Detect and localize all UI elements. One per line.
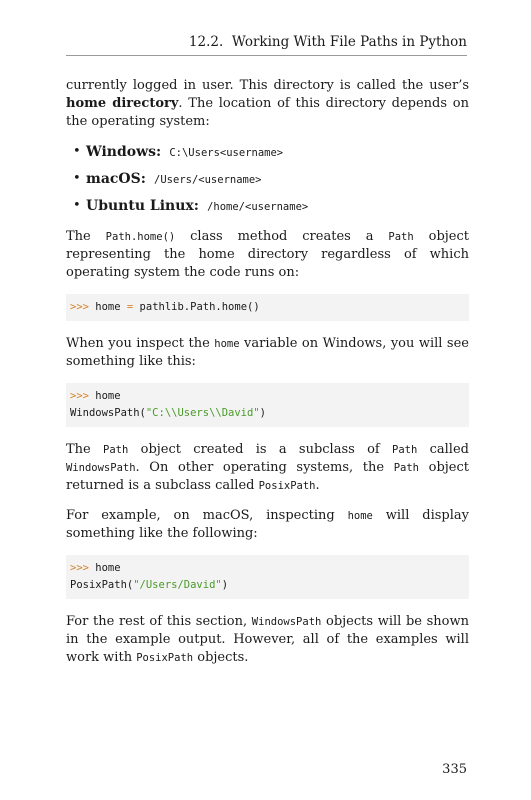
list-item: • macOS: /Users/<username> (66, 170, 469, 189)
paragraph-home-directory: currently logged in user. This directory is called the user’s home directory. The location of this directory depends on the operating system: (66, 78, 469, 129)
code-block-windows-output: >>> home WindowsPath("C:\\Users\\David") (66, 383, 469, 427)
home-directory-term: home directory (66, 96, 179, 111)
section-title: Working With File Paths in Python (231, 34, 467, 50)
paragraph-macos-example: For example, on macOS, inspecting home will display something like the following: (66, 508, 469, 541)
running-header (66, 34, 467, 56)
paragraph-path-home: The Path.home() class method creates a Path object representing the home directory regardless of which operating system the code runs on: (66, 229, 470, 280)
os-home-list (66, 143, 469, 216)
page-number: 335 (442, 762, 467, 777)
list-item: • Windows: C:\Users<username> (66, 143, 469, 162)
code-block-home-assign: >>> home = pathlib.Path.home() (66, 294, 469, 321)
code-block-posix-output: >>> home PosixPath("/Users/David") (66, 555, 469, 599)
body-content (66, 77, 469, 679)
paragraph-subclass: The Path object created is a subclass of Path called WindowsPath. On other operating systems, the Path object returned is a subclass called PosixPath. (66, 442, 470, 493)
list-item: • Ubuntu Linux: /home/<username> (66, 197, 469, 216)
section-number: 12.2. (188, 34, 224, 50)
paragraph-rest-of-section: For the rest of this section, WindowsPath objects will be shown in the example output. However, all of the examples will work with PosixPath objects. (66, 614, 469, 665)
paragraph-inspect-windows: When you inspect the home variable on Windows, you will see something like this: (66, 336, 469, 369)
